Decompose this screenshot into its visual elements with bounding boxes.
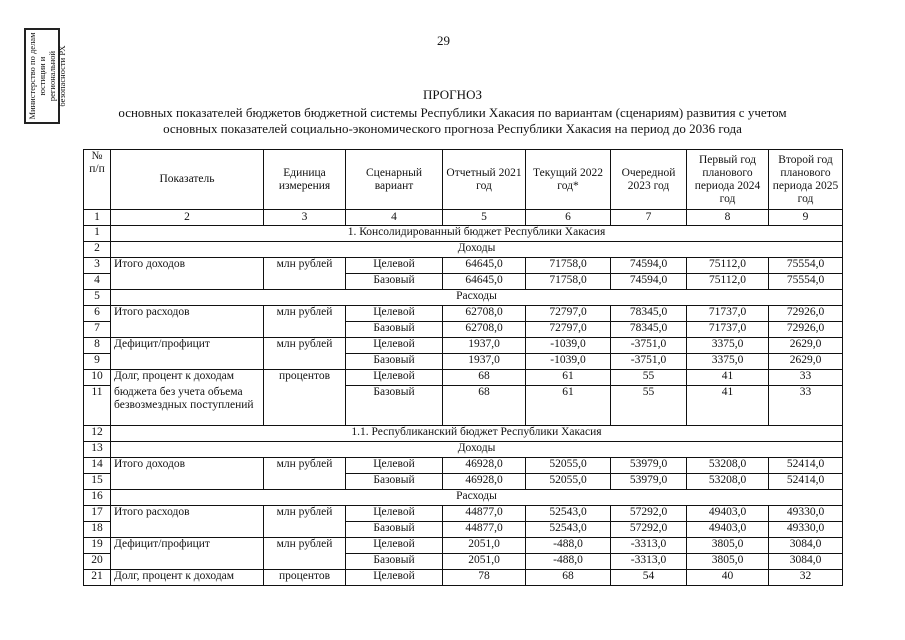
value-2022: 52543,0: [526, 506, 611, 522]
value-2022: 72797,0: [526, 306, 611, 322]
row-number: 15: [84, 474, 111, 490]
registration-stamp: Министерство по делам юстиции и региональной безопасности РХ: [24, 28, 60, 124]
table-row: [84, 426, 843, 442]
column-number-row: [84, 210, 843, 226]
value-2023: 74594,0: [611, 274, 687, 290]
value-2023: 78345,0: [611, 306, 687, 322]
header-2022: Текущий 2022 год*: [526, 150, 611, 210]
table-row: [84, 570, 843, 586]
value-2023: -3313,0: [611, 538, 687, 554]
value-2024: 53208,0: [687, 474, 769, 490]
value-2024: 75112,0: [687, 274, 769, 290]
value-2021: 44877,0: [443, 506, 526, 522]
row-number: 7: [84, 322, 111, 338]
value-2024: 3375,0: [687, 338, 769, 354]
value-2025: 75554,0: [769, 274, 843, 290]
value-2021: 68: [443, 370, 526, 386]
value-2022: 68: [526, 570, 611, 586]
row-number: 16: [84, 490, 111, 506]
value-2025: 33: [769, 370, 843, 386]
indicator-cell: Долг, процент к доходам: [111, 370, 264, 386]
col-number: 8: [687, 210, 769, 226]
value-2025: 52414,0: [769, 458, 843, 474]
header-row: [84, 150, 843, 210]
value-2022: 72797,0: [526, 322, 611, 338]
header-2025: Второй год планового периода 2025 год: [769, 150, 843, 210]
indicator-cell: Дефицит/профицит: [111, 538, 264, 570]
value-2024: 3375,0: [687, 354, 769, 370]
value-2024: 75112,0: [687, 258, 769, 274]
scenario-cell: Базовый: [346, 474, 443, 490]
value-2023: -3751,0: [611, 338, 687, 354]
table-row: [84, 458, 843, 474]
scenario-cell: Базовый: [346, 354, 443, 370]
unit-cell: млн рублей: [264, 458, 346, 490]
unit-cell: процентов: [264, 570, 346, 586]
section-heading: Доходы: [111, 442, 843, 458]
value-2023: 74594,0: [611, 258, 687, 274]
value-2022: -1039,0: [526, 354, 611, 370]
col-number: 1: [84, 210, 111, 226]
value-2023: 57292,0: [611, 506, 687, 522]
value-2024: 49403,0: [687, 506, 769, 522]
indicator-cell: Итого доходов: [111, 458, 264, 490]
value-2024: 3805,0: [687, 538, 769, 554]
unit-cell: млн рублей: [264, 538, 346, 570]
section-heading: Расходы: [111, 290, 843, 306]
row-number: 9: [84, 354, 111, 370]
value-2022: -488,0: [526, 554, 611, 570]
row-number: 21: [84, 570, 111, 586]
value-2025: 72926,0: [769, 306, 843, 322]
scenario-cell: Базовый: [346, 322, 443, 338]
page-number: 29: [437, 33, 450, 48]
row-number: 8: [84, 338, 111, 354]
value-2022: -1039,0: [526, 338, 611, 354]
value-2022: 52543,0: [526, 522, 611, 538]
row-number: 20: [84, 554, 111, 570]
value-2021: 1937,0: [443, 338, 526, 354]
value-2025: 2629,0: [769, 354, 843, 370]
table-row: [84, 442, 843, 458]
table-row: [84, 306, 843, 322]
value-2025: 3084,0: [769, 554, 843, 570]
scenario-cell: Целевой: [346, 258, 443, 274]
value-2023: 53979,0: [611, 458, 687, 474]
value-2021: 68: [443, 386, 526, 426]
value-2024: 41: [687, 370, 769, 386]
document-title: ПРОГНОЗ: [423, 87, 482, 102]
col-number: 6: [526, 210, 611, 226]
col-number: 4: [346, 210, 443, 226]
table-row: [84, 242, 843, 258]
value-2025: 49330,0: [769, 506, 843, 522]
value-2021: 62708,0: [443, 306, 526, 322]
value-2021: 64645,0: [443, 274, 526, 290]
budget-forecast-table: [83, 149, 843, 586]
value-2021: 62708,0: [443, 322, 526, 338]
scenario-cell: Базовый: [346, 386, 443, 426]
table-row: [84, 290, 843, 306]
header-indicator: Показатель: [111, 150, 264, 210]
document-subtitle-line-2: основных показателей социально-экономического прогноза Республики Хакасия на период до 2036 года: [163, 121, 742, 136]
row-number: 2: [84, 242, 111, 258]
value-2024: 3805,0: [687, 554, 769, 570]
unit-cell: процентов: [264, 370, 346, 426]
row-number: 4: [84, 274, 111, 290]
value-2024: 49403,0: [687, 522, 769, 538]
row-number: 14: [84, 458, 111, 474]
row-number: 19: [84, 538, 111, 554]
table-row: [84, 338, 843, 354]
value-2025: 32: [769, 570, 843, 586]
value-2023: 55: [611, 370, 687, 386]
scenario-cell: Целевой: [346, 306, 443, 322]
scenario-cell: Целевой: [346, 370, 443, 386]
table-row: [84, 370, 843, 386]
document-subtitle-line-1: основных показателей бюджетов бюджетной системы Республики Хакасия по вариантам (сценариям) развития с учетом: [118, 105, 787, 120]
value-2022: 61: [526, 370, 611, 386]
section-heading: Доходы: [111, 242, 843, 258]
value-2024: 40: [687, 570, 769, 586]
value-2023: 57292,0: [611, 522, 687, 538]
unit-cell: млн рублей: [264, 258, 346, 290]
value-2022: 61: [526, 386, 611, 426]
table-row: [84, 226, 843, 242]
value-2023: -3313,0: [611, 554, 687, 570]
table-row: [84, 490, 843, 506]
section-heading: Расходы: [111, 490, 843, 506]
unit-cell: млн рублей: [264, 338, 346, 370]
indicator-cell: Долг, процент к доходам: [111, 570, 264, 586]
value-2021: 44877,0: [443, 522, 526, 538]
section-heading: 1.1. Республиканский бюджет Республики Хакасия: [111, 426, 843, 442]
value-2024: 41: [687, 386, 769, 426]
value-2025: 33: [769, 386, 843, 426]
row-number: 12: [84, 426, 111, 442]
row-number: 10: [84, 370, 111, 386]
scenario-cell: Целевой: [346, 458, 443, 474]
value-2022: 52055,0: [526, 474, 611, 490]
value-2025: 72926,0: [769, 322, 843, 338]
value-2021: 78: [443, 570, 526, 586]
indicator-cell: Итого доходов: [111, 258, 264, 290]
value-2021: 46928,0: [443, 474, 526, 490]
header-scenario: Сценарный вариант: [346, 150, 443, 210]
value-2024: 53208,0: [687, 458, 769, 474]
value-2024: 71737,0: [687, 306, 769, 322]
col-number: 2: [111, 210, 264, 226]
row-number: 13: [84, 442, 111, 458]
value-2021: 2051,0: [443, 554, 526, 570]
row-number: 1: [84, 226, 111, 242]
value-2025: 52414,0: [769, 474, 843, 490]
scenario-cell: Целевой: [346, 506, 443, 522]
value-2022: 71758,0: [526, 274, 611, 290]
col-number: 3: [264, 210, 346, 226]
value-2023: -3751,0: [611, 354, 687, 370]
value-2025: 2629,0: [769, 338, 843, 354]
unit-cell: млн рублей: [264, 306, 346, 338]
header-2023: Очередной 2023 год: [611, 150, 687, 210]
row-number: 3: [84, 258, 111, 274]
section-heading: 1. Консолидированный бюджет Республики Хакасия: [111, 226, 843, 242]
value-2021: 2051,0: [443, 538, 526, 554]
value-2025: 49330,0: [769, 522, 843, 538]
scenario-cell: Базовый: [346, 554, 443, 570]
row-number: 5: [84, 290, 111, 306]
indicator-cell: Итого расходов: [111, 506, 264, 538]
value-2022: 52055,0: [526, 458, 611, 474]
value-2023: 53979,0: [611, 474, 687, 490]
value-2022: 71758,0: [526, 258, 611, 274]
scenario-cell: Целевой: [346, 570, 443, 586]
row-number: 18: [84, 522, 111, 538]
indicator-cell: бюджета без учета объема безвозмездных поступлений: [111, 386, 264, 426]
unit-cell: млн рублей: [264, 506, 346, 538]
value-2023: 54: [611, 570, 687, 586]
value-2021: 64645,0: [443, 258, 526, 274]
value-2021: 46928,0: [443, 458, 526, 474]
row-number: 6: [84, 306, 111, 322]
header-number: № п/п: [84, 150, 111, 210]
col-number: 9: [769, 210, 843, 226]
value-2023: 55: [611, 386, 687, 426]
col-number: 5: [443, 210, 526, 226]
header-2024: Первый год планового периода 2024 год: [687, 150, 769, 210]
table-row: [84, 506, 843, 522]
table-row: [84, 386, 843, 426]
table-row: [84, 258, 843, 274]
indicator-cell: Итого расходов: [111, 306, 264, 338]
table-row: [84, 538, 843, 554]
value-2022: -488,0: [526, 538, 611, 554]
scenario-cell: Базовый: [346, 274, 443, 290]
value-2024: 71737,0: [687, 322, 769, 338]
value-2025: 75554,0: [769, 258, 843, 274]
value-2023: 78345,0: [611, 322, 687, 338]
scenario-cell: Базовый: [346, 522, 443, 538]
col-number: 7: [611, 210, 687, 226]
row-number: 17: [84, 506, 111, 522]
row-number: 11: [84, 386, 111, 426]
indicator-cell: Дефицит/профицит: [111, 338, 264, 370]
value-2021: 1937,0: [443, 354, 526, 370]
header-2021: Отчетный 2021 год: [443, 150, 526, 210]
value-2025: 3084,0: [769, 538, 843, 554]
scenario-cell: Целевой: [346, 538, 443, 554]
header-unit: Единица измерения: [264, 150, 346, 210]
scenario-cell: Целевой: [346, 338, 443, 354]
